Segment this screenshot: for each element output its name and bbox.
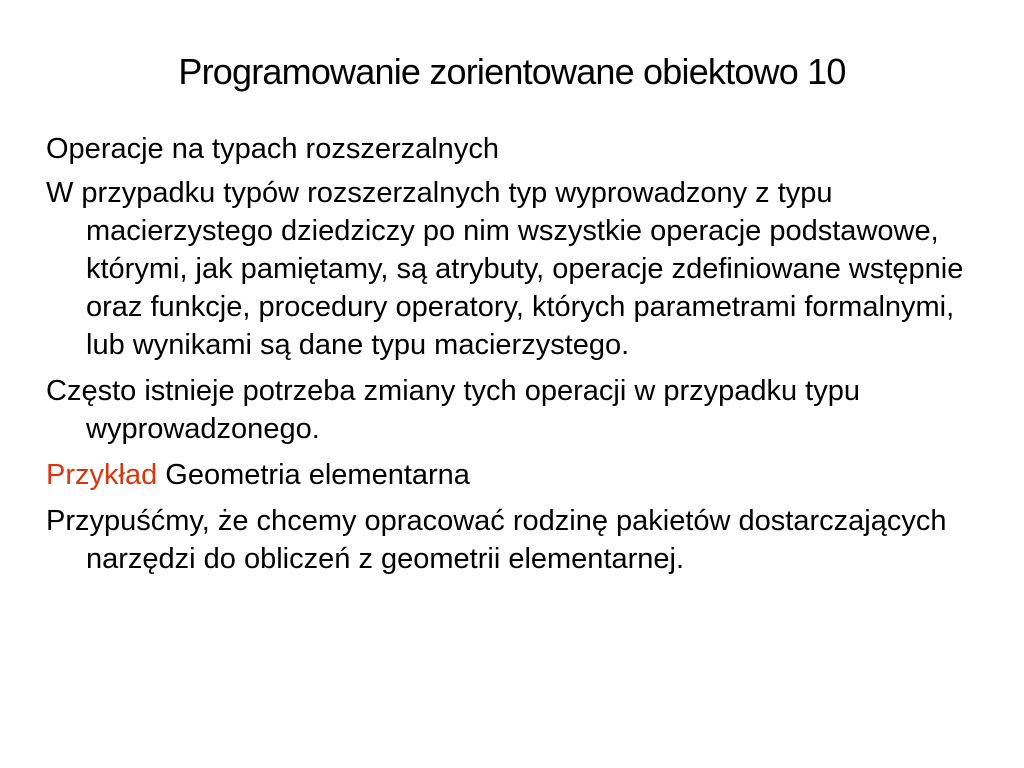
example-label: Przykład (46, 459, 158, 491)
paragraph-heading: Operacje na typach rozszerzalnych (46, 133, 499, 165)
paragraph-assumption: Przypuśćmy, że chcemy opracować rodzinę pakietów dostarczających narzędzi do obliczeń z geometrii elementarnej. (46, 505, 947, 575)
paragraph-override-need: Często istnieje potrzeba zmiany tych operacji w przypadku typu wyprowadzonego. (46, 375, 860, 445)
slide-title: Programowanie zorientowane obiektowo 10 (178, 51, 846, 92)
slide-content (46, 130, 986, 586)
example-text: Geometria elementarna (165, 459, 470, 491)
paragraph-inheritance: W przypadku typów rozszerzalnych typ wyprowadzony z typu macierzystego dziedziczy po nim wszystkie operacje podstawowe, którymi, jak pamiętamy, są atrybuty, operacje zdefiniowane wstępnie oraz funkcje, procedury operatory, których parametrami formalnymi, lub wynikami są dane typu macierzystego. (46, 177, 964, 361)
paragraph-example (46, 456, 986, 494)
